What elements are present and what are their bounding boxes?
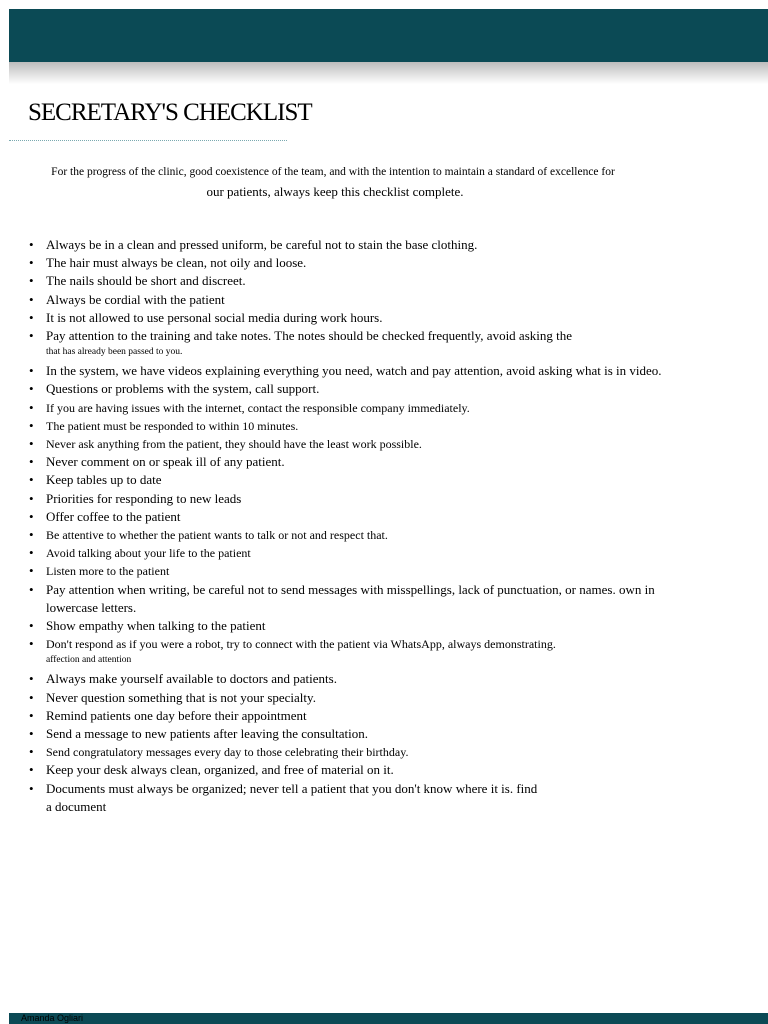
header-bar bbox=[9, 9, 768, 62]
checklist-item-text: Keep your desk always clean, organized, and free of material on it. bbox=[46, 762, 394, 778]
checklist-item bbox=[0, 508, 680, 526]
checklist-item-text: It is not allowed to use personal social media during work hours. bbox=[46, 309, 383, 325]
footer-author: Amanda Ogliari bbox=[21, 1013, 84, 1023]
checklist-item bbox=[0, 327, 680, 359]
checklist-item bbox=[0, 435, 680, 453]
title-divider bbox=[9, 140, 287, 141]
checklist-item bbox=[0, 380, 680, 398]
checklist-item-text: Be attentive to whether the patient wants to talk or not and respect that. bbox=[46, 528, 388, 543]
page-title: SECRETARY'S CHECKLIST bbox=[28, 99, 312, 126]
checklist-item-text: Always be cordial with the patient bbox=[46, 291, 225, 307]
header-shadow bbox=[9, 62, 768, 84]
checklist-item bbox=[0, 309, 680, 327]
checklist-item-text: Show empathy when talking to the patient bbox=[46, 618, 266, 634]
checklist-item bbox=[0, 670, 680, 688]
checklist-item-text: Don't respond as if you were a robot, try to connect with the patient via WhatsApp, always demonstrating. bbox=[46, 637, 556, 652]
checklist-item-text: Never question something that is not your specialty. bbox=[46, 689, 316, 705]
checklist-item bbox=[0, 399, 680, 417]
checklist-item-text: Avoid talking about your life to the patient bbox=[46, 546, 251, 561]
intro-line-2: our patients, always keep this checklist complete. bbox=[206, 184, 464, 199]
checklist-item-text: The nails should be short and discreet. bbox=[46, 273, 246, 289]
checklist-item bbox=[0, 562, 680, 580]
checklist-item-text: The hair must always be clean, not oily and loose. bbox=[46, 255, 307, 271]
checklist-item bbox=[0, 780, 546, 816]
checklist-item-text: The patient must be responded to within 10 minutes. bbox=[46, 418, 299, 433]
footer-bar bbox=[9, 1013, 768, 1024]
checklist-item bbox=[0, 581, 680, 617]
checklist-item bbox=[0, 743, 680, 761]
checklist-item-text: If you are having issues with the internet, contact the responsible company immediately. bbox=[46, 400, 470, 415]
checklist-item-text: Always be in a clean and pressed uniform, be careful not to stain the base clothing. bbox=[46, 237, 478, 252]
checklist-item bbox=[0, 635, 680, 667]
checklist-item-text: Keep tables up to date bbox=[46, 472, 162, 488]
checklist-item-text: Always make yourself available to doctors and patients. bbox=[46, 671, 337, 687]
checklist-item-text: In the system, we have videos explaining everything you need, watch and pay attention, avoid asking what is in video. bbox=[46, 363, 662, 379]
checklist-item bbox=[0, 471, 680, 489]
checklist-item bbox=[0, 707, 680, 725]
checklist-item-text: Send a message to new patients after leaving the consultation. bbox=[46, 726, 369, 742]
intro-line-1: For the progress of the clinic, good coexistence of the team, and with the intention to maintain a standard of excellence for bbox=[51, 166, 615, 178]
checklist-item bbox=[0, 236, 680, 254]
checklist-item bbox=[0, 417, 680, 435]
checklist-item bbox=[0, 490, 680, 508]
checklist-item-text: Documents must always be organized; never tell a patient that you don't know where it is. find a document bbox=[46, 780, 538, 814]
checklist bbox=[0, 236, 680, 816]
checklist-item-text: Remind patients one day before their appointment bbox=[46, 707, 307, 723]
checklist-item-text: Questions or problems with the system, call support. bbox=[46, 381, 320, 397]
checklist-item bbox=[0, 526, 680, 544]
checklist-item-text: Pay attention to the training and take notes. The notes should be checked frequently, avoid asking the bbox=[46, 328, 572, 344]
checklist-item-continuation: affection and attention bbox=[46, 655, 132, 666]
checklist-item bbox=[0, 362, 680, 380]
checklist-item-text: Never ask anything from the patient, they should have the least work possible. bbox=[46, 437, 422, 452]
checklist-item bbox=[0, 272, 680, 290]
checklist-item bbox=[0, 725, 680, 743]
checklist-item bbox=[0, 453, 680, 471]
checklist-item bbox=[0, 761, 680, 779]
checklist-item-text: Offer coffee to the patient bbox=[46, 508, 181, 524]
checklist-item-text: Pay attention when writing, be careful not to send messages with misspellings, lack of punctuation, or names. own in lowercase letters. bbox=[46, 581, 655, 615]
checklist-item-text: Listen more to the patient bbox=[46, 564, 170, 579]
checklist-item-text: Send congratulatory messages every day to those celebrating their birthday. bbox=[46, 745, 409, 760]
checklist-item bbox=[0, 291, 680, 309]
checklist-item bbox=[0, 689, 680, 707]
checklist-item-text: Priorities for responding to new leads bbox=[46, 490, 242, 506]
checklist-item-text: Never comment on or speak ill of any patient. bbox=[46, 454, 285, 470]
checklist-item bbox=[0, 617, 680, 635]
checklist-item bbox=[0, 254, 680, 272]
checklist-item-continuation: that has already been passed to you. bbox=[46, 347, 183, 358]
checklist-item bbox=[0, 544, 680, 562]
